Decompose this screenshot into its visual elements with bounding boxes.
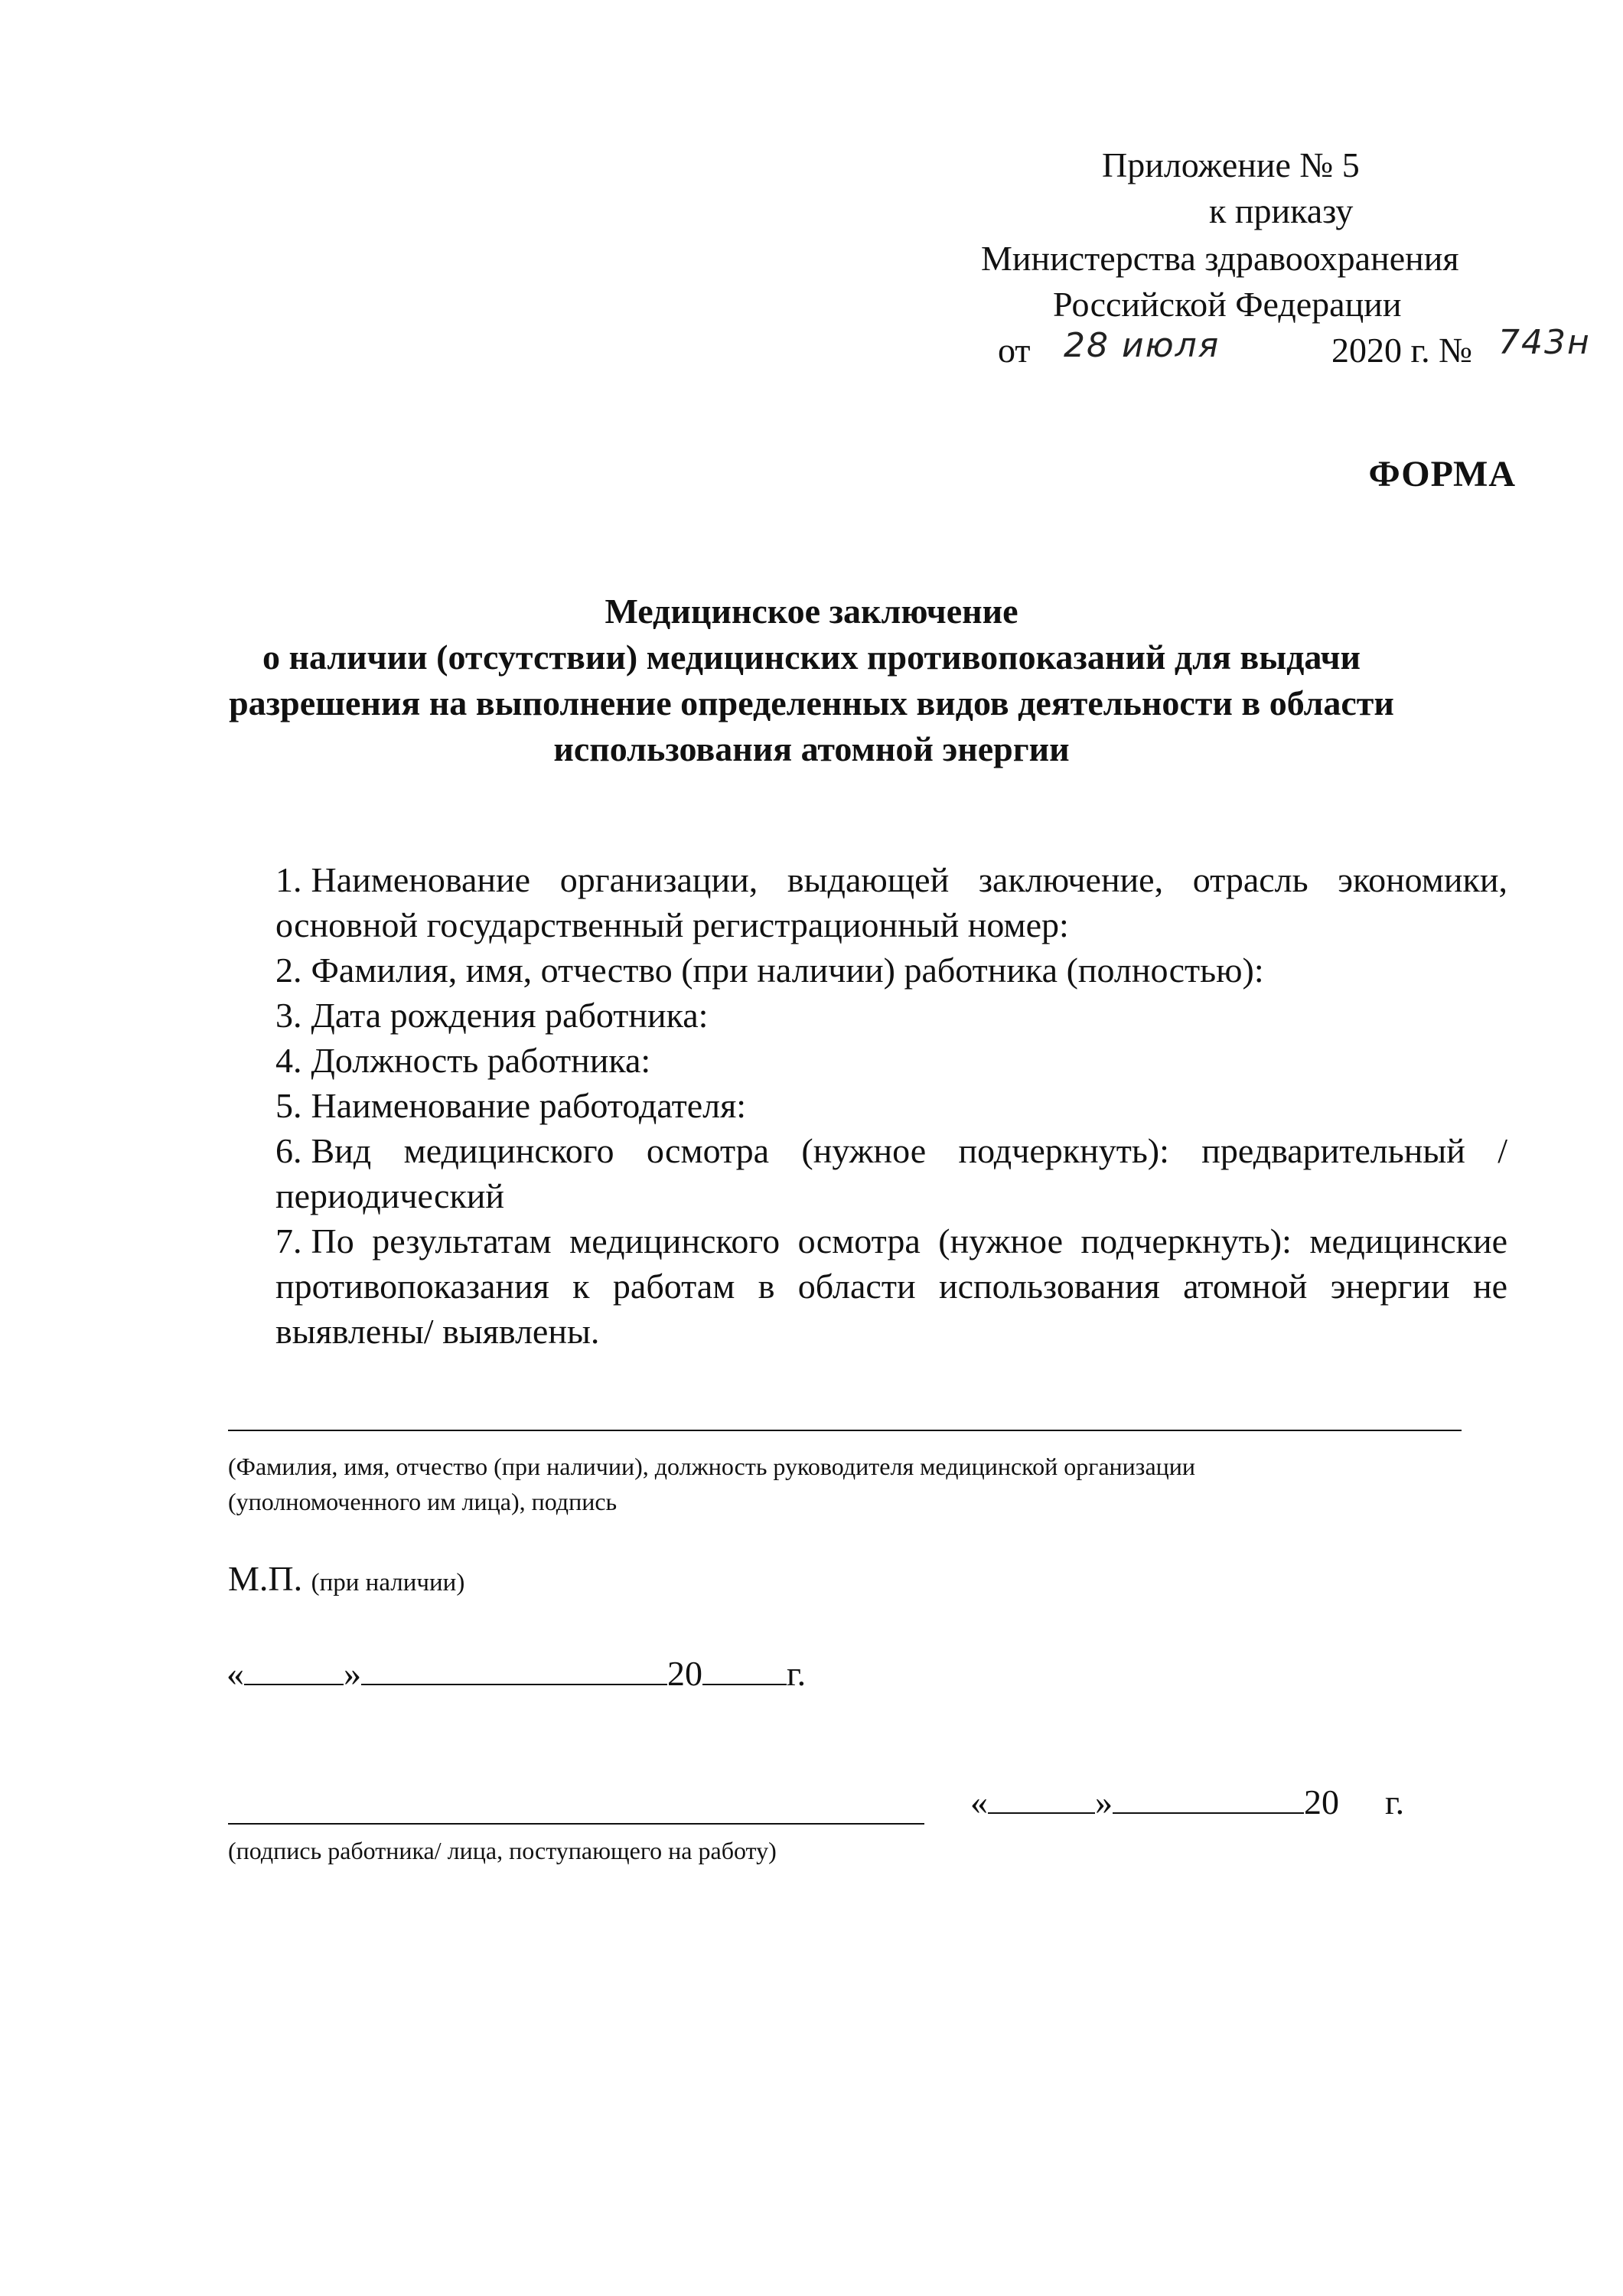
stamp-note: (при наличии) — [311, 1569, 465, 1596]
head-signature-caption-line-2: (уполномоченного им лица), подпись — [228, 1488, 618, 1515]
document-title: Медицинское заключение — [605, 592, 1018, 631]
order-reference: к приказу — [1209, 191, 1354, 230]
handwritten-order-number: 743н — [1498, 323, 1591, 362]
date-year-and-number-label: 2020 г. № — [1331, 331, 1473, 370]
appendix-number: Приложение № 5 — [1102, 145, 1360, 184]
document-title-line-3: разрешения на выполнение определенных видов деятельности в области — [229, 683, 1394, 722]
form-field-exam-result: 7. По результатам медицинского осмотра (нужное подчеркнуть): медицинские противопоказания к работам в области использования атомной энергии не выявлены/ выявлены. — [275, 1221, 1507, 1351]
form-field-organization: 1. Наименование организации, выдающей заключение, отрасль экономики, основной государственный регистрационный номер: — [275, 860, 1507, 944]
worker-signature-line — [228, 1823, 924, 1825]
country-name: Российской Федерации — [1053, 285, 1402, 324]
worker-signature-caption: (подпись работника/ лица, поступающего на работу) — [228, 1837, 777, 1864]
head-signature-line — [228, 1430, 1462, 1431]
document-title-line-2: о наличии (отсутствии) медицинских противопоказаний для выдачи — [262, 638, 1361, 677]
form-field-exam-type: 6. Вид медицинского осмотра (нужное подчеркнуть): предварительный / периодический — [275, 1131, 1507, 1215]
handwritten-date: 28 июля — [1064, 326, 1221, 365]
form-field-birth-date: 3. Дата рождения работника: — [275, 996, 709, 1035]
form-field-employer: 5. Наименование работодателя: — [275, 1086, 747, 1125]
form-fields-list — [275, 857, 1507, 1354]
ministry-name: Министерства здравоохранения — [981, 239, 1459, 278]
head-signature-caption: (Фамилия, имя, отчество (при наличии), должность руководителя медицинской организации — [228, 1453, 1196, 1480]
stamp-placeholder: М.П. (при наличии) — [228, 1559, 465, 1598]
form-field-worker-name: 2. Фамилия, имя, отчество (при наличии) работника (полностью): — [275, 951, 1264, 990]
document-title-line-4: использования атомной энергии — [553, 729, 1070, 768]
form-field-position: 4. Должность работника: — [275, 1041, 651, 1080]
form-label: ФОРМА — [1368, 454, 1516, 494]
date-prefix: от — [998, 331, 1031, 370]
date-line-head: « » 20 г. — [227, 1654, 807, 1693]
date-line-worker: « » 20 г. — [970, 1782, 1405, 1821]
